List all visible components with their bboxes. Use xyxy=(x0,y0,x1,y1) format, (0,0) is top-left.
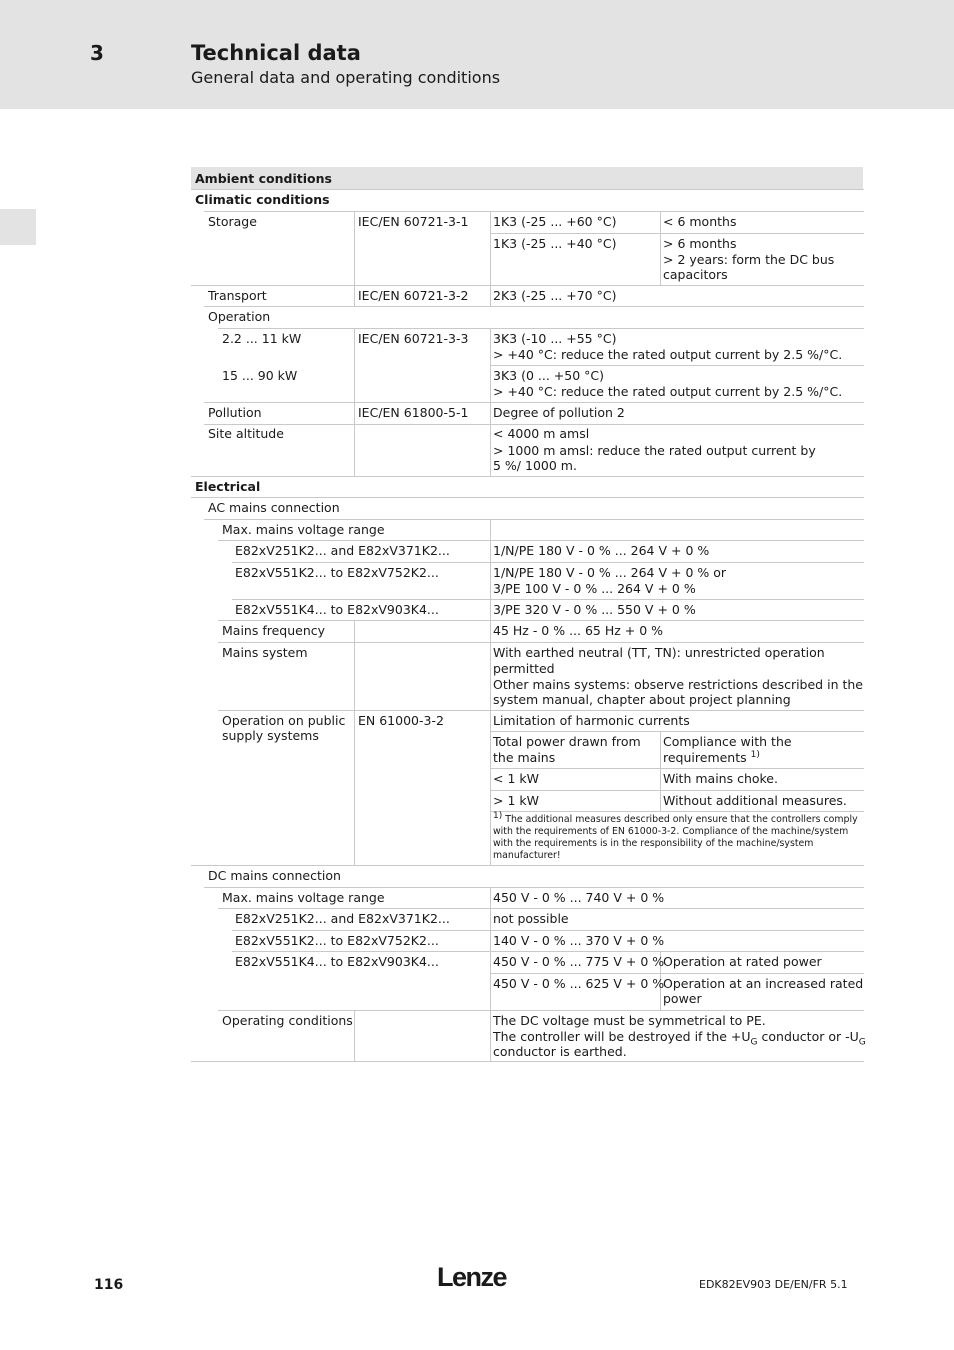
mains-system-value: Other mains systems: observe restrictions described in the xyxy=(493,677,863,692)
operating-conditions-value: conductor is earthed. xyxy=(493,1044,627,1059)
footnote: $^{1)}$ The additional measures described only ensure that the controllers comply xyxy=(493,810,858,825)
ac-mains-label: AC mains connection xyxy=(208,500,340,515)
rule xyxy=(490,620,491,865)
operation-class-1: 3K3 (-10 ... +55 °C) xyxy=(493,331,617,346)
public-supply-label: supply systems xyxy=(222,728,319,743)
storage-duration-2: > 2 years: form the DC bus xyxy=(663,252,835,267)
ac-voltage-2: 1/N/PE 180 V - 0 % ... 264 V + 0 % or xyxy=(493,565,727,580)
chapter-subtitle: General data and operating conditions xyxy=(191,68,501,87)
rule xyxy=(218,908,864,909)
ac-model-range-1: E82xV251K2... and E82xV371K2... xyxy=(235,543,450,558)
harmonics-row-2-power: > 1 kW xyxy=(493,793,539,808)
rule xyxy=(354,285,355,306)
rule xyxy=(204,211,864,212)
storage-duration-2: > 6 months xyxy=(663,236,737,251)
harmonics-header-compliance: Compliance with the xyxy=(663,734,792,749)
dc-voltage-range-value: 450 V - 0 % ... 740 V + 0 % xyxy=(493,890,665,905)
rule xyxy=(232,599,864,600)
storage-label: Storage xyxy=(208,214,257,229)
rule xyxy=(191,1061,864,1062)
rule xyxy=(490,973,864,974)
rule xyxy=(191,865,864,866)
rule xyxy=(490,328,491,476)
ac-voltage-1: 1/N/PE 180 V - 0 % ... 264 V + 0 % xyxy=(493,543,710,558)
rule xyxy=(191,189,864,190)
operation-note-2: > +40 °C: reduce the rated output current by 2.5 %/°C. xyxy=(493,384,843,399)
mains-frequency-value: 45 Hz - 0 % ... 65 Hz + 0 % xyxy=(493,623,664,638)
dc-voltage-2: 140 V - 0 % ... 370 V + 0 % xyxy=(493,933,665,948)
storage-class-2: 1K3 (-25 ... +40 °C) xyxy=(493,236,617,251)
ac-model-range-2: E82xV551K2... to E82xV752K2... xyxy=(235,565,439,580)
dc-voltage-1: not possible xyxy=(493,911,569,926)
rule xyxy=(490,811,864,812)
rule xyxy=(218,620,864,621)
dc-model-range-3: E82xV551K4... to E82xV903K4... xyxy=(235,954,439,969)
altitude-value: > 1000 m amsl: reduce the rated output current by xyxy=(493,443,816,458)
rule xyxy=(490,887,491,1010)
rule xyxy=(204,887,864,888)
rule xyxy=(490,768,864,769)
rule xyxy=(490,731,864,732)
harmonics-header-power: the mains xyxy=(493,750,556,765)
public-supply-value: Limitation of harmonic currents xyxy=(493,713,690,728)
pollution-standard: IEC/EN 61800-5-1 xyxy=(358,405,469,420)
section-heading-electrical: Electrical xyxy=(195,479,261,494)
lenze-logo: Lenze xyxy=(437,1262,507,1292)
rule xyxy=(354,328,355,476)
footnote: with the requirements of EN 61000-3-2. Compliance of the machine/system xyxy=(493,826,849,837)
operation-label: Operation xyxy=(208,309,271,324)
rule xyxy=(232,951,864,952)
operating-conditions-value: The DC voltage must be symmetrical to PE. xyxy=(493,1013,766,1028)
rule xyxy=(490,519,491,621)
rule xyxy=(218,710,864,711)
section-heading-ambient: Ambient conditions xyxy=(195,171,332,186)
rule xyxy=(490,1010,491,1061)
harmonics-header-compliance: requirements $^{1)}$ xyxy=(663,749,760,765)
dc-voltage-range-label: Max. mains voltage range xyxy=(222,890,385,905)
dc-model-range-2: E82xV551K2... to E82xV752K2... xyxy=(235,933,439,948)
rule xyxy=(490,233,864,234)
mains-frequency-label: Mains frequency xyxy=(222,623,326,638)
rule xyxy=(218,540,864,541)
rule xyxy=(191,497,864,498)
operation-note-1: > +40 °C: reduce the rated output current by 2.5 %/°C. xyxy=(493,347,843,362)
rule xyxy=(490,365,864,366)
rule xyxy=(191,476,864,477)
operating-conditions-value: The controller will be destroyed if the $+U_G$ conductor or $-U_G$ xyxy=(493,1029,866,1048)
chapter-title: Technical data xyxy=(191,41,361,65)
public-supply-label: Operation on public xyxy=(222,713,346,728)
operation-power-range-1: 2.2 ... 11 kW xyxy=(222,331,302,346)
ac-voltage-3: 3/PE 320 V - 0 % ... 550 V + 0 % xyxy=(493,602,696,617)
rule xyxy=(191,285,864,286)
altitude-label: Site altitude xyxy=(208,426,284,441)
dc-voltage-3b: 450 V - 0 % ... 625 V + 0 % xyxy=(493,976,665,991)
public-supply-standard: EN 61000-3-2 xyxy=(358,713,444,728)
storage-duration-1: < 6 months xyxy=(663,214,737,229)
document-id: EDK82EV903 DE/EN/FR 5.1 xyxy=(699,1278,848,1291)
harmonics-row-2-compliance: Without additional measures. xyxy=(663,793,847,808)
ac-model-range-3: E82xV551K4... to E82xV903K4... xyxy=(235,602,439,617)
operation-power-range-2: 15 ... 90 kW xyxy=(222,368,298,383)
chapter-header-band xyxy=(0,0,954,109)
transport-label: Transport xyxy=(208,288,267,303)
rule xyxy=(490,285,491,306)
operation-standard: IEC/EN 60721-3-3 xyxy=(358,331,469,346)
rule xyxy=(354,620,355,865)
page-number: 116 xyxy=(94,1277,124,1293)
rule xyxy=(204,306,864,307)
rule xyxy=(660,211,661,285)
operating-conditions-label: Operating conditions xyxy=(222,1013,353,1028)
harmonics-header-power: Total power drawn from xyxy=(493,734,641,749)
altitude-value: < 4000 m amsl xyxy=(493,426,590,441)
operation-class-2: 3K3 (0 ... +50 °C) xyxy=(493,368,604,383)
pollution-value: Degree of pollution 2 xyxy=(493,405,625,420)
mains-system-value: permitted xyxy=(493,661,555,676)
footnote-marker: 1) xyxy=(493,810,503,821)
transport-standard: IEC/EN 60721-3-2 xyxy=(358,288,469,303)
storage-standard: IEC/EN 60721-3-1 xyxy=(358,214,469,229)
rule xyxy=(232,930,864,931)
dc-model-range-1: E82xV251K2... and E82xV371K2... xyxy=(235,911,450,926)
rule xyxy=(218,328,864,329)
rule xyxy=(354,211,355,285)
ac-voltage-2: 3/PE 100 V - 0 % ... 264 V + 0 % xyxy=(493,581,696,596)
dc-mains-label: DC mains connection xyxy=(208,868,341,883)
rule xyxy=(232,562,864,563)
storage-duration-2: capacitors xyxy=(663,267,728,282)
dc-voltage-3b-note: power xyxy=(663,991,702,1006)
ac-voltage-range-label: Max. mains voltage range xyxy=(222,522,385,537)
footnote-marker: 1) xyxy=(750,749,760,760)
pollution-label: Pollution xyxy=(208,405,262,420)
rule xyxy=(218,1010,864,1011)
mains-system-label: Mains system xyxy=(222,645,308,660)
mains-system-value: system manual, chapter about project planning xyxy=(493,692,791,707)
storage-class-1: 1K3 (-25 ... +60 °C) xyxy=(493,214,617,229)
altitude-value: 5 %/ 1000 m. xyxy=(493,458,577,473)
side-tab-marker xyxy=(0,209,36,245)
dc-voltage-3a-note: Operation at rated power xyxy=(663,954,822,969)
rule xyxy=(490,790,864,791)
rule xyxy=(204,402,864,403)
chapter-number: 3 xyxy=(90,41,104,65)
subheading-climatic: Climatic conditions xyxy=(195,192,330,207)
harmonics-row-1-compliance: With mains choke. xyxy=(663,771,778,786)
harmonics-row-1-power: < 1 kW xyxy=(493,771,539,786)
rule xyxy=(218,642,864,643)
dc-voltage-3a: 450 V - 0 % ... 775 V + 0 % xyxy=(493,954,665,969)
footnote: with the requirements is in the responsibility of the machine/system xyxy=(493,838,814,849)
dc-voltage-3b-note: Operation at an increased rated xyxy=(663,976,864,991)
transport-class: 2K3 (-25 ... +70 °C) xyxy=(493,288,617,303)
rule xyxy=(354,1010,355,1061)
mains-system-value: With earthed neutral (TT, TN): unrestricted operation xyxy=(493,645,825,660)
rule xyxy=(490,211,491,285)
rule xyxy=(660,731,661,811)
rule xyxy=(204,424,864,425)
rule xyxy=(204,519,864,520)
footnote: manufacturer! xyxy=(493,850,561,861)
